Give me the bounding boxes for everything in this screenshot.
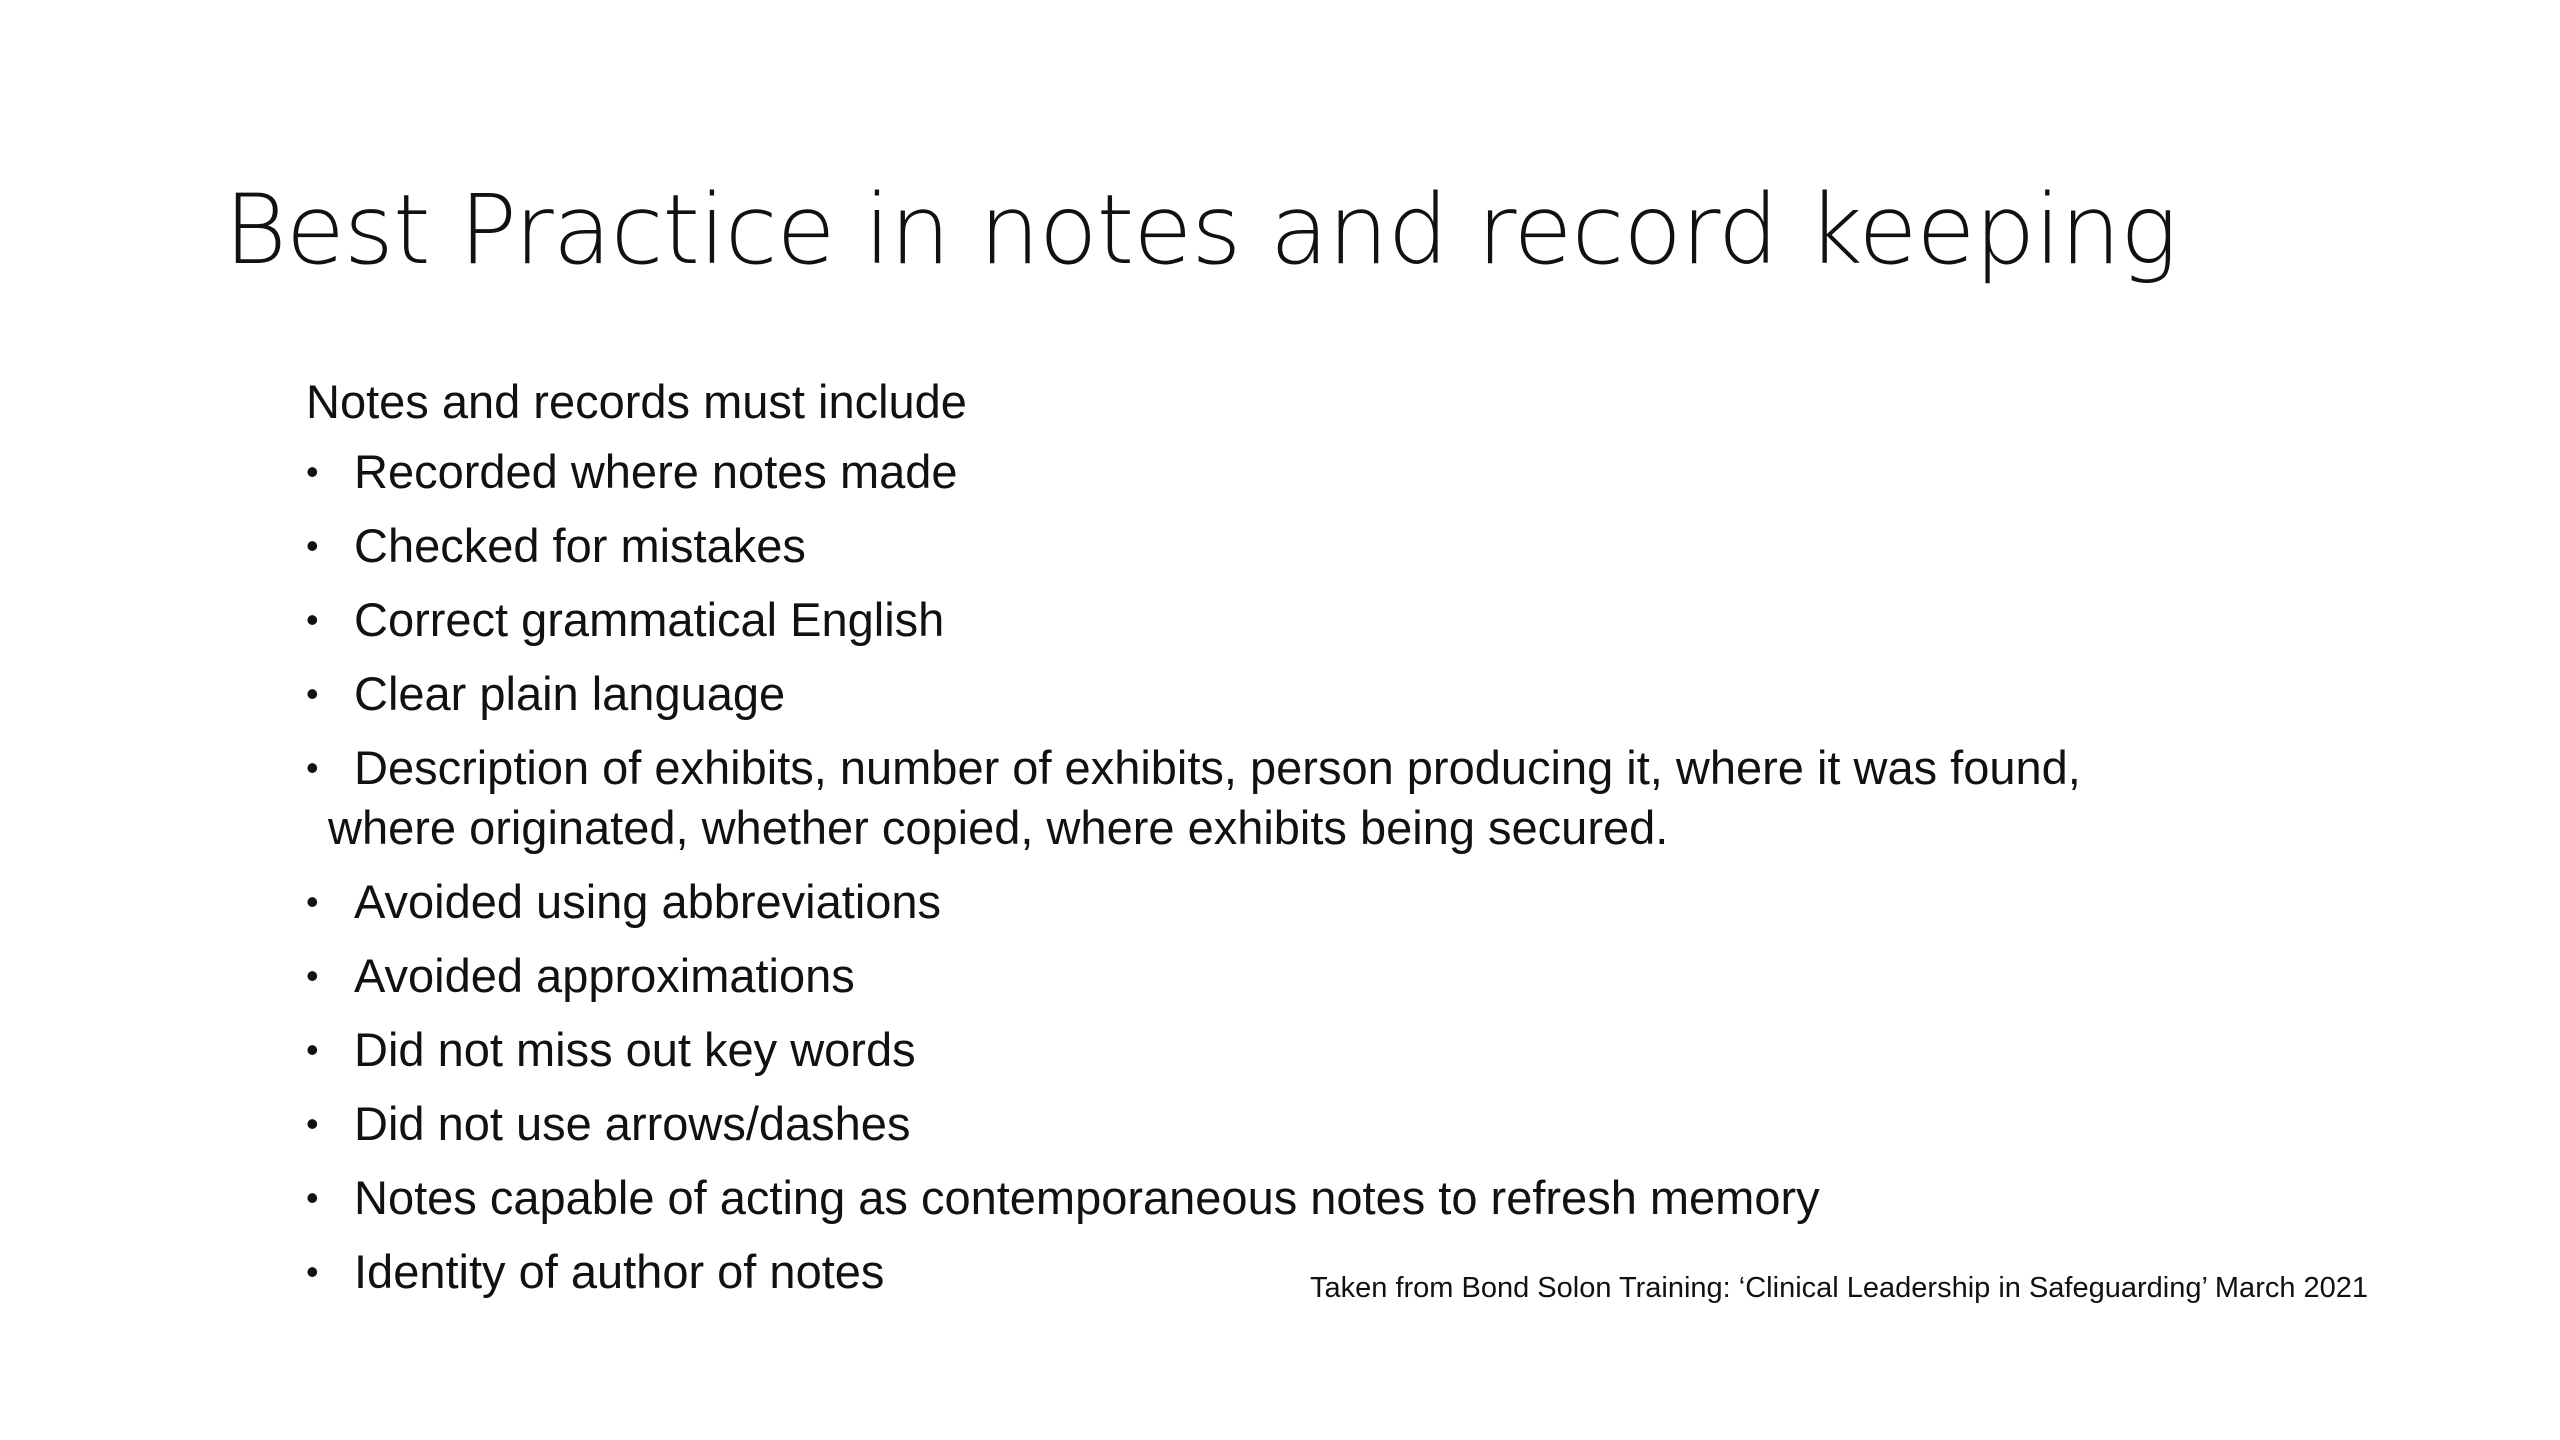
source-citation: Taken from Bond Solon Training: ‘Clinical Leadership in Safeguarding’ March 2021 — [1310, 1272, 2369, 1304]
bullet-text-continuation: where originated, whether copied, where exhibits being secured. — [328, 801, 1669, 854]
slide-title: Best Practice in notes and record keeping — [224, 174, 2177, 286]
list-item — [306, 1168, 2356, 1228]
bullet-text: Correct grammatical English — [354, 593, 945, 646]
bullet-text: Notes capable of acting as contemporaneous notes to refresh memory — [354, 1171, 1820, 1224]
list-item — [306, 590, 2356, 650]
intro-text: Notes and records must include — [306, 375, 967, 428]
bullet-icon: • — [306, 1251, 319, 1292]
bullet-text: Did not miss out key words — [354, 1023, 916, 1076]
list-item — [306, 946, 2356, 1006]
bullet-text: Identity of author of notes — [354, 1245, 885, 1298]
bullet-list — [306, 442, 2356, 1302]
bullet-icon: • — [306, 955, 319, 996]
bullet-icon: • — [306, 599, 319, 640]
bullet-icon: • — [306, 673, 319, 714]
bullet-icon: • — [306, 451, 319, 492]
bullet-icon: • — [306, 1177, 319, 1218]
list-item — [306, 442, 2356, 502]
bullet-text: Did not use arrows/dashes — [354, 1097, 911, 1150]
bullet-text: Description of exhibits, number of exhibits, person producing it, where it was found, — [354, 741, 2081, 794]
list-item — [306, 516, 2356, 576]
bullet-text: Avoided approximations — [354, 949, 855, 1002]
slide-body — [306, 368, 2356, 1316]
list-item — [306, 872, 2356, 932]
bullet-text: Recorded where notes made — [354, 445, 958, 498]
bullet-text: Avoided using abbreviations — [354, 875, 942, 928]
list-item — [306, 1020, 2356, 1080]
bullet-icon: • — [306, 747, 319, 788]
list-item — [306, 738, 2356, 858]
list-item — [306, 1094, 2356, 1154]
bullet-icon: • — [306, 1029, 319, 1070]
bullet-icon: • — [306, 1103, 319, 1144]
list-item — [306, 664, 2356, 724]
bullet-text: Clear plain language — [354, 667, 786, 720]
bullet-icon: • — [306, 525, 319, 566]
bullet-icon: • — [306, 881, 319, 922]
bullet-text: Checked for mistakes — [354, 519, 806, 572]
